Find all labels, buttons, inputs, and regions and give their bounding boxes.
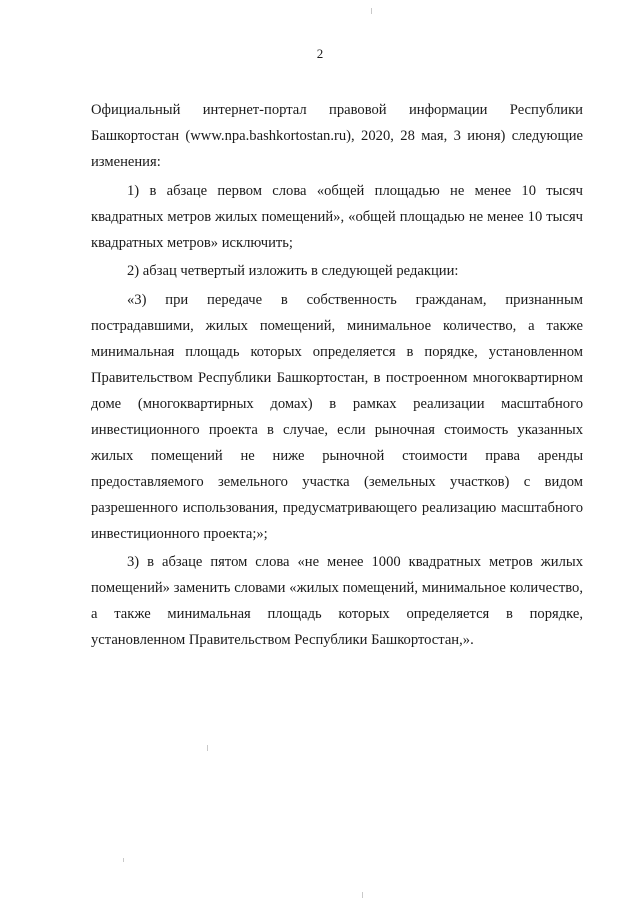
page-number: 2 <box>316 46 324 61</box>
paragraph-intro: Официальный интернет-портал правовой информации Республики Башкортостан (www.npa.bashkortostan.ru), 2020, 28 мая, 3 июня) следующие изменения: <box>91 102 583 170</box>
paragraph-new-wording: «3) при передаче в собственность гражданам, признанным пострадавшими, жилых помещений, минимальное количество, а также минимальная площадь которых определяется в порядке, установленном Правительством Республики Башкортостан, в построенном многоквартирном доме (многоквартирных домах) в рамках реализации масштабного инвестиционного проекта в случае, если рыночная стоимость указанных жилых помещений не ниже рыночной стоимости права аренды предоставляемого земельного участка (земельных участков) с видом разрешенного использования, предусматривающего реализацию масштабного инвестиционного проекта;»; <box>91 292 583 542</box>
paragraph-item-2: 2) абзац четвертый изложить в следующей редакции: <box>127 263 459 280</box>
scan-speck <box>207 745 208 751</box>
scan-speck <box>371 8 372 14</box>
document-body <box>91 98 583 654</box>
scan-speck <box>123 858 124 862</box>
scan-speck <box>362 892 363 898</box>
paragraph-item-1: 1) в абзаце первом слова «общей площадью не менее 10 тысяч квадратных метров жилых помещений», «общей площадью не менее 10 тысяч квадратных метров» исключить; <box>91 182 583 251</box>
paragraph-item-3: 3) в абзаце пятом слова «не менее 1000 квадратных метров жилых помещений» заменить словами «жилых помещений, минимальное количество, а также минимальная площадь которых определяется в порядке, установленном Правительством Республики Башкортостан,». <box>91 554 583 649</box>
